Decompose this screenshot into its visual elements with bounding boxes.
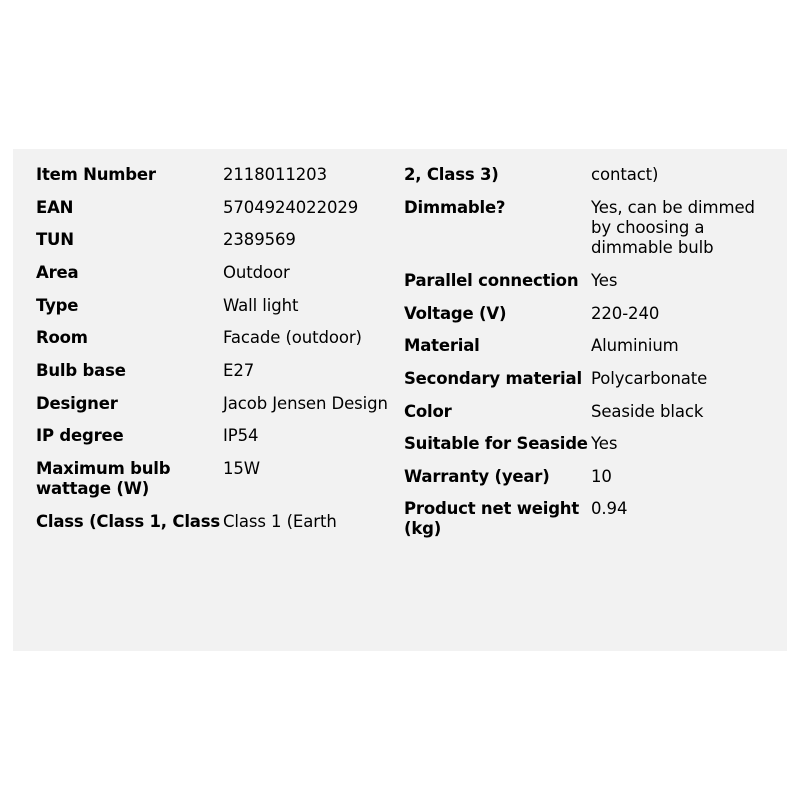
spec-value: 220-240 [591, 304, 660, 323]
spec-value: Yes, can be dimmed by choosing a dimmable bulb [591, 198, 755, 257]
spec-label: Type [36, 296, 79, 315]
spec-row-dimmable [404, 198, 774, 258]
spec-row-2-class-3 [404, 165, 774, 185]
spec-row-warranty-year [404, 467, 774, 487]
spec-label: Maximum bulb wattage (W) [36, 459, 171, 498]
spec-label: Room [36, 328, 88, 347]
spec-row-material [404, 336, 774, 356]
spec-label: Material [404, 336, 480, 355]
specifications-panel [13, 149, 787, 651]
spec-value: 2118011203 [223, 165, 327, 184]
spec-value: Outdoor [223, 263, 290, 282]
spec-label: Bulb base [36, 361, 126, 380]
spec-row-type [36, 296, 396, 316]
spec-value: Class 1 (Earth [223, 512, 337, 531]
spec-value: IP54 [223, 426, 259, 445]
spec-label: Warranty (year) [404, 467, 550, 486]
spec-label: TUN [36, 230, 74, 249]
spec-row-ean [36, 198, 396, 218]
spec-row-area [36, 263, 396, 283]
spec-value: E27 [223, 361, 255, 380]
spec-label: Color [404, 402, 452, 421]
spec-row-item-number [36, 165, 396, 185]
spec-row-voltage-v [404, 304, 774, 324]
spec-row-class-class-1-class [36, 512, 396, 532]
spec-value: Aluminium [591, 336, 679, 355]
spec-row-secondary-material [404, 369, 774, 389]
spec-value: Yes [591, 434, 618, 453]
spec-value: 10 [591, 467, 612, 486]
spec-label: Class (Class 1, Class [36, 512, 220, 531]
spec-row-maximum-bulb-wattage-w [36, 459, 396, 499]
spec-row-color [404, 402, 774, 422]
spec-row-ip-degree [36, 426, 396, 446]
spec-row-designer [36, 394, 396, 414]
spec-label: Product net weight (kg) [404, 499, 580, 538]
spec-value: 2389569 [223, 230, 296, 249]
spec-value: 5704924022029 [223, 198, 359, 217]
spec-value: contact) [591, 165, 659, 184]
spec-value: Yes [591, 271, 618, 290]
spec-value: Facade (outdoor) [223, 328, 362, 347]
spec-value: 15W [223, 459, 261, 478]
spec-row-parallel-connection [404, 271, 774, 291]
spec-label: Voltage (V) [404, 304, 507, 323]
spec-row-tun [36, 230, 396, 250]
spec-label: Parallel connection [404, 271, 579, 290]
spec-label: Item Number [36, 165, 156, 184]
spec-label: Dimmable? [404, 198, 506, 217]
spec-label: Area [36, 263, 79, 282]
spec-value: Polycarbonate [591, 369, 708, 388]
spec-label: Designer [36, 394, 118, 413]
spec-label: Secondary material [404, 369, 582, 388]
spec-value: 0.94 [591, 499, 628, 518]
spec-label: IP degree [36, 426, 124, 445]
spec-value: Wall light [223, 296, 299, 315]
spec-label: 2, Class 3) [404, 165, 499, 184]
spec-value: Seaside black [591, 402, 704, 421]
spec-value: Jacob Jensen Design [223, 394, 388, 413]
spec-row-product-net-weight-kg [404, 499, 774, 539]
spec-label: EAN [36, 198, 74, 217]
spec-row-bulb-base [36, 361, 396, 381]
spec-row-room [36, 328, 396, 348]
spec-label: Suitable for Seaside [404, 434, 588, 453]
spec-row-suitable-for-seaside [404, 434, 774, 454]
